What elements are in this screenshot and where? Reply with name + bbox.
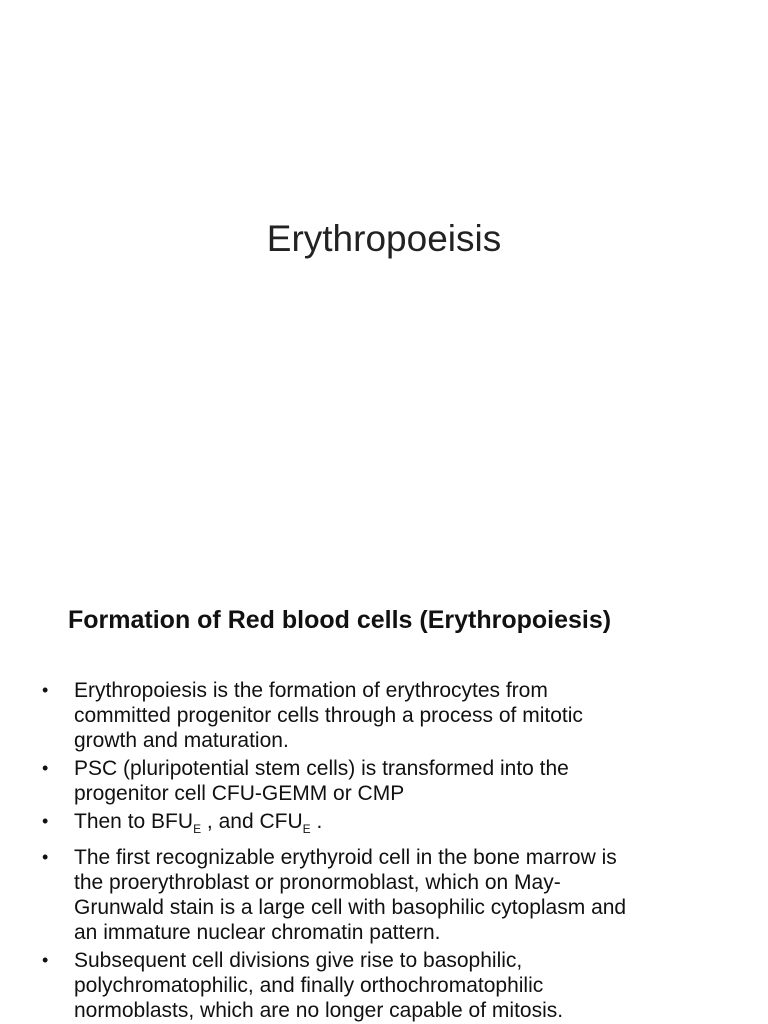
list-item [34, 756, 754, 806]
bullet-line: Subsequent cell divisions give rise to basophilic, [74, 949, 523, 972]
list-item [34, 948, 754, 1023]
bullet-line: an immature nuclear chromatin pattern. [74, 921, 441, 944]
bullet-line: Erythropoiesis is the formation of erythrocytes from [74, 679, 548, 702]
bullet-line: The first recognizable erythyroid cell in the bone marrow is [74, 846, 617, 869]
content-slide [0, 560, 768, 1024]
bullet-line: Grunwald stain is a large cell with basophilic cytoplasm and [74, 896, 627, 919]
subscript: E [193, 822, 202, 836]
bullet-dot-icon: • [42, 811, 49, 831]
bullet-text: Then to BFU [74, 810, 194, 833]
bullet-list [34, 678, 754, 1024]
bullet-dot-icon: • [42, 758, 49, 778]
subscript: E [302, 822, 311, 836]
bullet-line: polychromatophilic, and finally orthochromatophilic [74, 974, 544, 997]
bullet-line: the proerythroblast or pronormoblast, which on May- [74, 871, 561, 894]
slide-heading: Formation of Red blood cells (Erythropoiesis) [68, 606, 612, 634]
bullet-line: committed progenitor cells through a process of mitotic [74, 704, 583, 727]
bullet-dot-icon: • [42, 680, 49, 700]
bullet-text: . [310, 810, 323, 833]
bullet-dot-icon: • [42, 847, 49, 867]
list-item [34, 809, 754, 842]
bullet-line: PSC (pluripotential stem cells) is transformed into the [74, 757, 569, 780]
bullet-line [74, 809, 754, 842]
bullet-line: growth and maturation. [74, 729, 289, 752]
slide-title: Erythropoeisis [266, 218, 502, 259]
list-item [34, 845, 754, 945]
bullet-line: progenitor cell CFU-GEMM or CMP [74, 782, 405, 805]
bullet-text: , and CFU [201, 810, 303, 833]
bullet-line: normoblasts, which are no longer capable of mitosis. [74, 999, 564, 1022]
list-item [34, 678, 754, 753]
bullet-dot-icon: • [42, 950, 49, 970]
